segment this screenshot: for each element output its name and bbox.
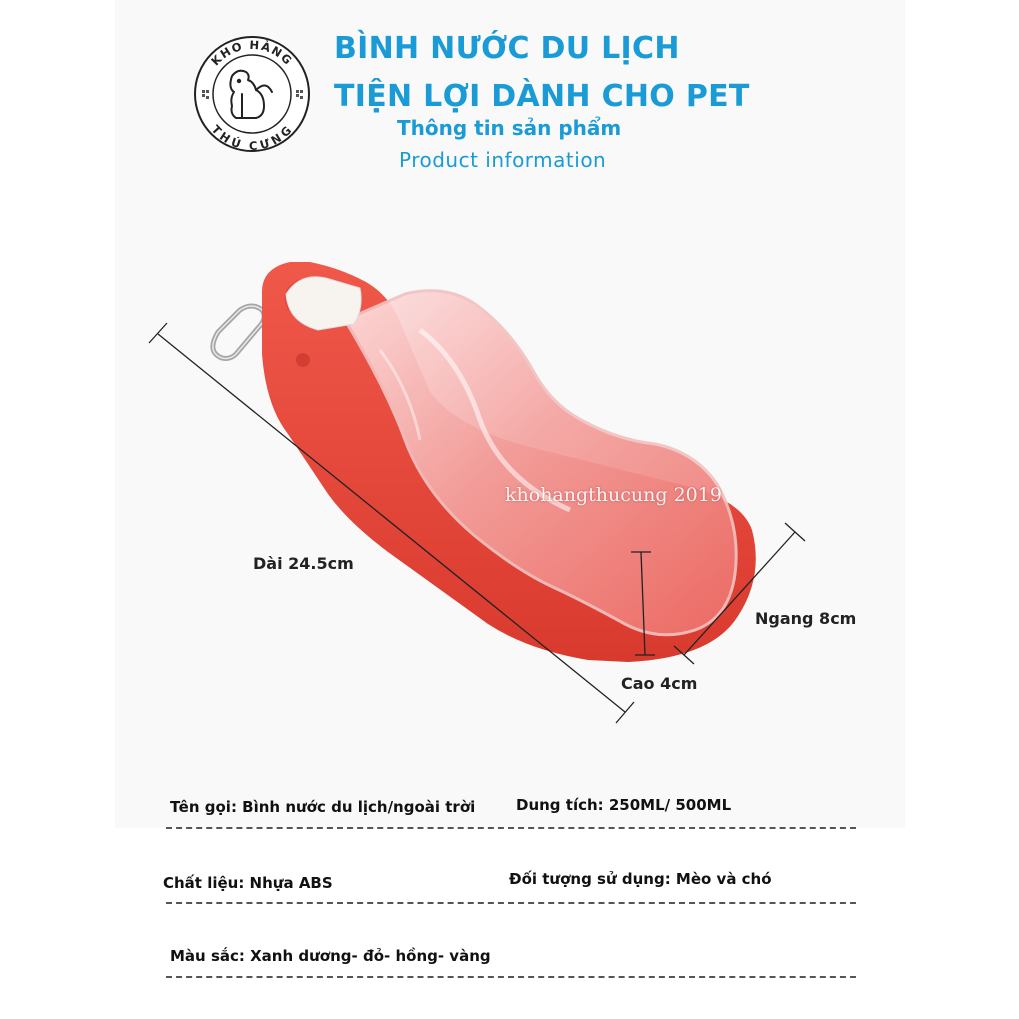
spec-name: Tên gọi: Bình nước du lịch/ngoài trời	[170, 798, 476, 816]
length-label: Dài 24.5cm	[253, 554, 354, 573]
logo-bottom-text: THÚ CƯNG	[208, 122, 296, 153]
spec-audience: Đối tượng sử dụng: Mèo và chó	[509, 870, 772, 888]
spec-capacity: Dung tích: 250ML/ 500ML	[516, 796, 732, 814]
logo-top-text: KHO HÀNG	[208, 37, 296, 69]
height-label: Cao 4cm	[621, 674, 698, 693]
divider	[166, 827, 856, 829]
subtitle-english: Product information	[399, 148, 607, 172]
divider	[166, 976, 856, 978]
subtitle-vietnamese: Thông tin sản phẩm	[397, 116, 622, 140]
carabiner-clip	[213, 306, 264, 359]
spec-colors: Màu sắc: Xanh dương- đỏ- hồng- vàng	[170, 947, 491, 965]
page-title-line-1: BÌNH NƯỚC DU LỊCH	[334, 31, 680, 66]
divider	[166, 902, 856, 904]
page-title-line-2: TIỆN LỢI DÀNH CHO PET	[334, 79, 750, 114]
spec-material: Chất liệu: Nhựa ABS	[163, 874, 333, 892]
watermark-text: khohangthucung 2019	[505, 484, 722, 506]
width-label: Ngang 8cm	[755, 609, 857, 628]
